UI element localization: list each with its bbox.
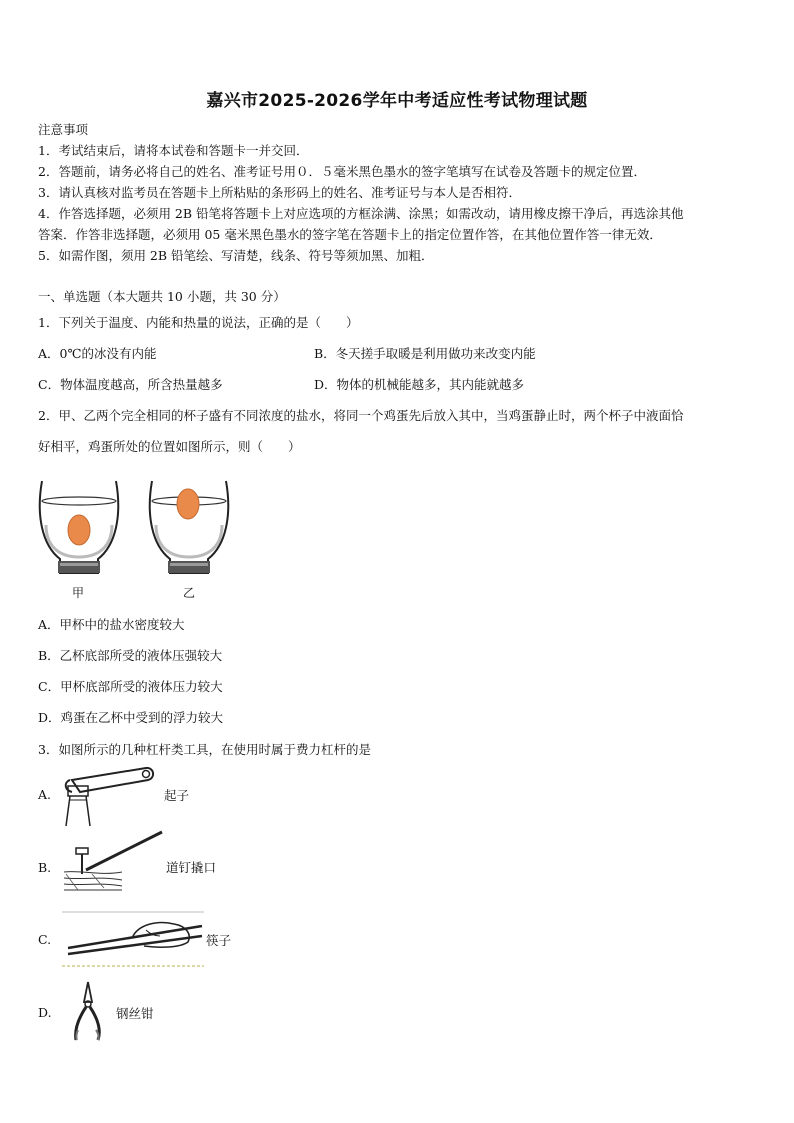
egg-jia	[68, 515, 90, 545]
pliers-figure	[70, 980, 110, 1044]
notice-item-4: 4．作答选择题，必须用 2B 铅笔将答题卡上对应选项的方框涂满、涂黑；如需改动，请用橡皮擦干净后，再选涂其他	[38, 206, 684, 221]
q1-option-d: D．物体的机械能越多，其内能就越多	[314, 377, 525, 392]
q3-option-b-name: 道钉撬口	[166, 860, 217, 875]
bottle-opener-figure	[60, 762, 156, 828]
q2-option-d: D．鸡蛋在乙杯中受到的浮力较大	[38, 710, 224, 725]
notice-item-5: 5．如需作图，须用 2B 铅笔绘、写清楚，线条、符号等须加黑、加粗．	[38, 248, 434, 263]
egg-yi	[177, 489, 199, 519]
crowbar-figure	[62, 830, 166, 896]
cup-yi-figure	[148, 475, 230, 580]
q2-stem-line1: 2．甲、乙两个完全相同的杯子盛有不同浓度的盐水，将同一个鸡蛋先后放入其中，当鸡蛋静止时，两个杯子中液面恰	[38, 408, 684, 423]
section-heading: 一、单选题（本大题共 10 小题，共 30 分）	[38, 289, 286, 304]
q3-option-a-name: 起子	[164, 788, 190, 803]
q2-option-c: C．甲杯底部所受的液体压力较大	[38, 679, 223, 694]
q3-option-c-letter: C.	[38, 932, 52, 947]
notice-item-3: 3．请认真核对监考员在答题卡上所粘贴的条形码上的姓名、准考证号与本人是否相符．	[38, 185, 521, 200]
q3-option-d-letter: D.	[38, 1005, 52, 1020]
notice-heading: 注意事项	[38, 122, 89, 137]
q2-stem-line2: 好相平，鸡蛋所处的位置如图所示，则（ ）	[38, 439, 301, 454]
q3-option-a-letter: A.	[38, 787, 52, 802]
notice-item-1: 1．考试结束后，请将本试卷和答题卡一并交回．	[38, 143, 309, 158]
chopsticks-figure	[62, 908, 208, 968]
q3-stem: 3．如图所示的几种杠杆类工具，在使用时属于费力杠杆的是	[38, 742, 371, 757]
page-title: 嘉兴市2025-2026学年中考适应性考试物理试题	[206, 91, 588, 111]
q1-option-b: B．冬天搓手取暖是利用做功来改变内能	[314, 346, 536, 361]
cup-jia-figure	[38, 475, 120, 580]
q2-option-b: B．乙杯底部所受的液体压强较大	[38, 648, 223, 663]
q3-option-d-name: 钢丝钳	[116, 1006, 154, 1021]
q1-stem: 1．下列关于温度、内能和热量的说法，正确的是（ ）	[38, 315, 359, 330]
q3-option-c-name: 筷子	[206, 933, 232, 948]
q2-option-a: A．甲杯中的盐水密度较大	[38, 617, 185, 632]
q3-option-b-letter: B.	[38, 860, 52, 875]
q1-option-c: C．物体温度越高，所含热量越多	[38, 377, 223, 392]
notice-item-2: 2．答题前，请务必将自己的姓名、准考证号用０．５毫米黑色墨水的签字笔填写在试卷及答题卡的规定位置．	[38, 164, 646, 179]
cup-jia-label: 甲	[72, 586, 85, 600]
q1-option-a: A．0℃的冰没有内能	[38, 346, 157, 361]
cup-yi-label: 乙	[183, 586, 196, 600]
notice-item-4-cont: 答案．作答非选择题，必须用 05 毫米黑色墨水的签字笔在答题卡上的指定位置作答，在其他位置作答一律无效．	[38, 227, 662, 242]
